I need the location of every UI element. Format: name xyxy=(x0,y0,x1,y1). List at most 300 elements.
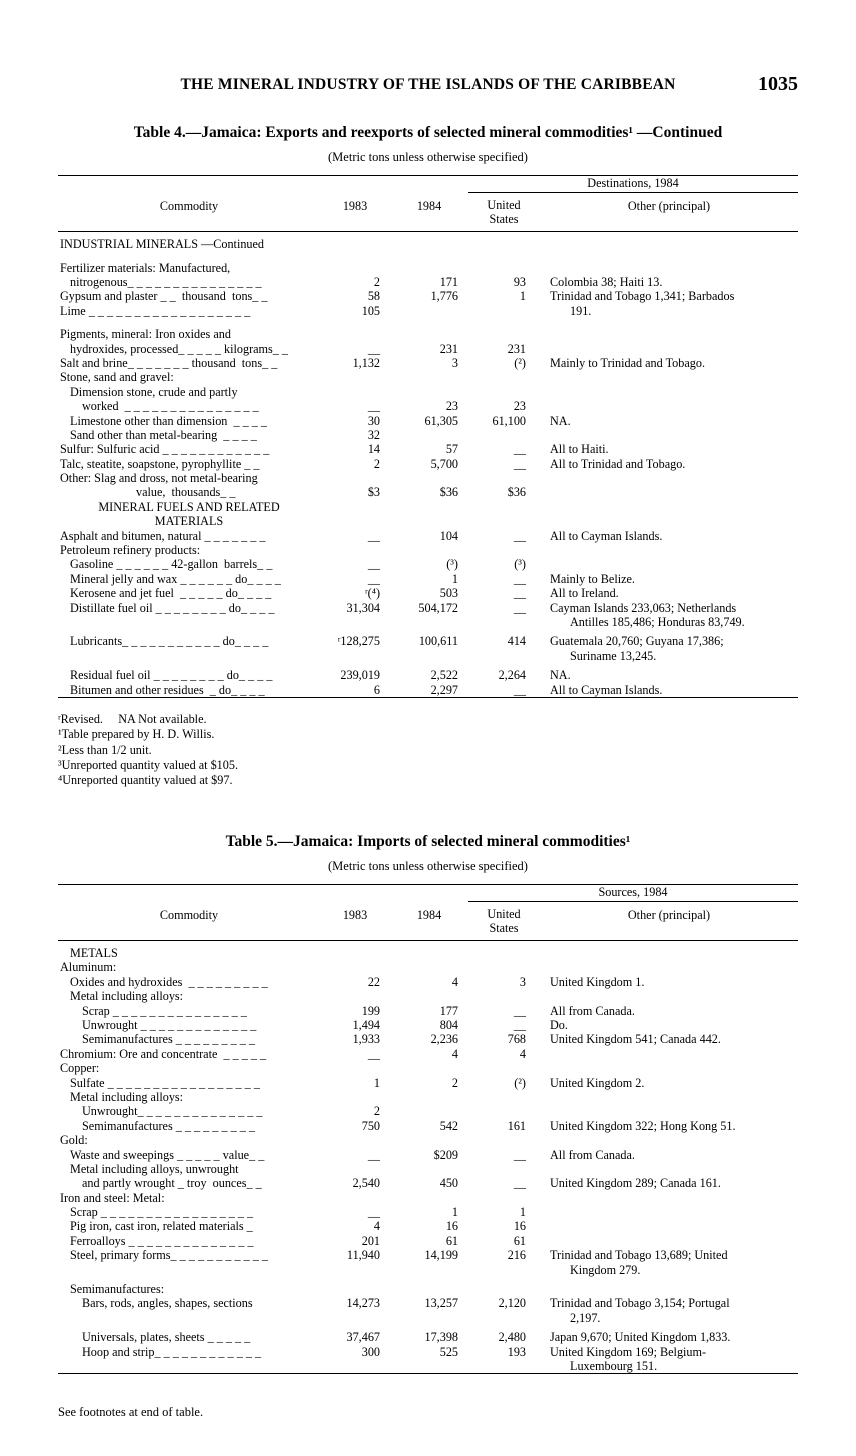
row-united-states xyxy=(468,471,540,485)
table-row xyxy=(58,1061,798,1075)
row-commodity: Bitumen and other residues _ do_ _ _ _ xyxy=(70,682,265,697)
table-row xyxy=(58,442,798,456)
row-commodity: Gasoline _ _ _ _ _ _ 42-gallon barrels_ _ xyxy=(70,557,273,572)
table-row xyxy=(58,289,798,303)
table-row xyxy=(58,683,798,698)
row-other-principal: Kingdom 279. xyxy=(570,1262,641,1277)
row-united-states xyxy=(468,428,540,442)
row-1983: 14 xyxy=(367,442,380,457)
row-other-principal: NA. xyxy=(550,413,571,428)
row-commodity: Bars, rods, angles, shapes, sections xyxy=(82,1296,253,1311)
row-other-principal: United Kingdom 541; Canada 442. xyxy=(550,1032,721,1047)
row-commodity: Waste and sweepings _ _ _ _ _ value_ _ xyxy=(70,1147,265,1162)
row-united-states: 161 xyxy=(507,1118,526,1133)
row-other-principal xyxy=(540,237,798,251)
row-1984 xyxy=(390,543,468,557)
table-row xyxy=(58,356,798,370)
row-commodity: value, thousands_ _ xyxy=(136,485,236,500)
row-1983: 4 xyxy=(373,1219,380,1234)
row-1984 xyxy=(390,1104,468,1118)
table-row xyxy=(58,1133,798,1147)
row-1983 xyxy=(320,1263,390,1277)
row-commodity: Fertilizer materials: Manufactured, xyxy=(60,260,231,275)
table-row xyxy=(58,252,798,275)
row-commodity: Scrap _ _ _ _ _ _ _ _ _ _ _ _ _ _ _ _ _ xyxy=(70,1205,254,1220)
row-1984: 23 xyxy=(445,399,458,414)
row-united-states xyxy=(468,1311,540,1325)
row-1984: 504,172 xyxy=(418,600,458,615)
row-commodity: Pigments, mineral: Iron oxides and xyxy=(60,327,231,342)
row-other-principal: Luxembourg 151. xyxy=(570,1359,658,1373)
row-united-states xyxy=(468,989,540,1003)
row-1983: 30 xyxy=(367,413,380,428)
row-1984: 503 xyxy=(439,586,458,601)
table-row xyxy=(58,1345,798,1359)
row-1984: 2,522 xyxy=(430,668,458,683)
running-head-title: THE MINERAL INDUSTRY OF THE ISLANDS OF THE CARIBBEAN xyxy=(180,76,676,93)
row-commodity: Lubricants_ _ _ _ _ _ _ _ _ _ _ do_ _ _ _ xyxy=(70,634,269,649)
row-united-states xyxy=(468,237,540,251)
row-1984 xyxy=(390,615,468,629)
row-1984: 231 xyxy=(439,341,458,356)
row-other-principal xyxy=(540,1061,798,1075)
row-commodity: Gypsum and plaster _ _ thousand tons_ _ xyxy=(60,289,268,304)
table-row xyxy=(58,1311,798,1325)
row-commodity: Semimanufactures _ _ _ _ _ _ _ _ _ xyxy=(82,1118,255,1133)
row-commodity: and partly wrought _ troy ounces_ _ xyxy=(82,1176,262,1191)
row-1983: 105 xyxy=(361,303,380,318)
row-1984: 16 xyxy=(445,1219,458,1234)
footnote-4: ³Unreported quantity valued at $105. xyxy=(58,758,238,773)
row-1983 xyxy=(320,252,390,275)
row-1983: 6 xyxy=(373,682,380,697)
row-1984: 2,297 xyxy=(430,682,458,697)
row-1983 xyxy=(320,989,390,1003)
row-united-states xyxy=(468,1061,540,1075)
row-1983: $3 xyxy=(367,485,380,500)
see-footnotes-note: See footnotes at end of table. xyxy=(58,1405,204,1420)
row-other-principal: Mainly to Belize. xyxy=(550,571,635,586)
row-1983: 750 xyxy=(361,1118,380,1133)
header-year-1984: 1984 xyxy=(416,199,442,214)
table-row xyxy=(58,663,798,682)
row-1984: 5,700 xyxy=(430,456,458,471)
table-row xyxy=(58,529,798,543)
table-row xyxy=(58,1296,798,1310)
table-row xyxy=(58,960,798,974)
row-commodity: Pig iron, cast iron, related materials _ xyxy=(70,1219,253,1234)
row-united-states xyxy=(468,1263,540,1277)
table-header-rule-row xyxy=(58,884,798,904)
header-year-1983: 1983 xyxy=(342,908,368,923)
table-row xyxy=(58,485,798,499)
row-1984: 177 xyxy=(439,1003,458,1018)
row-commodity: Talc, steatite, soapstone, pyrophyllite _ _ xyxy=(60,456,260,471)
row-1984: 13,257 xyxy=(424,1296,458,1311)
row-1983: __ xyxy=(367,528,380,543)
row-commodity: Iron and steel: Metal: xyxy=(60,1190,165,1205)
row-1983: 2 xyxy=(373,275,380,290)
row-1984 xyxy=(390,318,468,341)
row-1983 xyxy=(320,1162,390,1176)
table-row xyxy=(58,1090,798,1104)
row-united-states: __ xyxy=(513,1018,526,1033)
row-1983: 2 xyxy=(373,1104,380,1119)
row-1984 xyxy=(390,1162,468,1176)
row-united-states: 216 xyxy=(507,1248,526,1263)
row-commodity: Limestone other than dimension _ _ _ _ xyxy=(70,413,267,428)
page-number: 1035 xyxy=(758,73,798,95)
row-commodity: Hoop and strip_ _ _ _ _ _ _ _ _ _ _ _ xyxy=(82,1344,262,1359)
row-commodity: Metal including alloys: xyxy=(70,1089,184,1104)
row-1983: 1,132 xyxy=(352,355,380,370)
row-commodity: Sulfate _ _ _ _ _ _ _ _ _ _ _ _ _ _ _ _ _ xyxy=(70,1075,260,1090)
row-1984: 804 xyxy=(439,1018,458,1033)
row-1983 xyxy=(320,237,390,251)
table-bottom-rule xyxy=(58,697,798,703)
table-row xyxy=(58,1104,798,1118)
row-other-principal xyxy=(540,428,798,442)
row-united-states: (²) xyxy=(514,1075,526,1090)
row-commodity: Oxides and hydroxides _ _ _ _ _ _ _ _ _ xyxy=(70,974,268,989)
row-1984: 4 xyxy=(451,974,458,989)
row-other-principal xyxy=(540,543,798,557)
row-united-states: __ xyxy=(513,528,526,543)
row-1983: __ xyxy=(367,557,380,572)
row-1984: 61 xyxy=(445,1233,458,1248)
header-year-1983: 1983 xyxy=(342,199,368,214)
header-commodity: Commodity xyxy=(159,199,219,214)
row-united-states: 768 xyxy=(507,1032,526,1047)
row-commodity: Gold: xyxy=(60,1133,88,1148)
row-1983 xyxy=(320,543,390,557)
table-row xyxy=(58,1047,798,1061)
row-other-principal: All to Trinidad and Tobago. xyxy=(550,456,686,471)
table-row xyxy=(58,1076,798,1090)
header-year-1984: 1984 xyxy=(416,908,442,923)
row-1984: 171 xyxy=(439,275,458,290)
table-row xyxy=(58,557,798,571)
table-row xyxy=(58,649,798,663)
row-1984: 2,236 xyxy=(430,1032,458,1047)
row-other-principal xyxy=(540,399,798,413)
table-row xyxy=(58,342,798,356)
row-united-states xyxy=(468,1359,540,1374)
row-other-principal xyxy=(540,1133,798,1147)
row-1984: $36 xyxy=(439,485,458,500)
table-4-subtitle: (Metric tons unless otherwise specified) xyxy=(328,150,528,164)
row-1983: 239,019 xyxy=(340,668,380,683)
row-commodity xyxy=(58,1359,320,1374)
row-other-principal: United Kingdom 169; Belgium- xyxy=(550,1344,707,1359)
row-commodity: Steel, primary forms_ _ _ _ _ _ _ _ _ _ _ xyxy=(70,1248,269,1263)
row-1983: 37,467 xyxy=(346,1330,380,1345)
row-1984: 100,611 xyxy=(418,634,458,649)
row-1983 xyxy=(320,1061,390,1075)
row-other-principal xyxy=(540,1234,798,1248)
row-united-states: __ xyxy=(513,586,526,601)
row-1983 xyxy=(320,318,390,341)
table-row xyxy=(58,414,798,428)
table-row xyxy=(58,601,798,615)
table-row xyxy=(58,1219,798,1233)
footnote-5: ⁴Unreported quantity valued at $97. xyxy=(58,773,233,788)
table-row xyxy=(58,615,798,629)
row-1983: __ xyxy=(367,571,380,586)
row-united-states: (²) xyxy=(514,355,526,370)
row-united-states xyxy=(468,514,540,528)
row-1984: 450 xyxy=(439,1176,458,1191)
row-other-principal xyxy=(540,946,798,960)
row-1984: (³) xyxy=(446,557,458,572)
header-other-principal: Other (principal) xyxy=(627,908,711,923)
row-commodity: Ferroalloys _ _ _ _ _ _ _ _ _ _ _ _ _ _ xyxy=(70,1233,254,1248)
row-1984 xyxy=(390,1061,468,1075)
row-commodity: Unwrought_ _ _ _ _ _ _ _ _ _ _ _ _ _ xyxy=(82,1104,263,1119)
row-1984 xyxy=(390,428,468,442)
row-united-states xyxy=(468,304,540,318)
row-1984 xyxy=(390,1359,468,1374)
table-4-title: Table 4.—Jamaica: Exports and reexports of selected mineral commodities¹ —Continued xyxy=(133,124,723,141)
row-commodity: METALS xyxy=(70,946,118,961)
header-blank2 xyxy=(320,884,390,904)
row-other-principal xyxy=(540,370,798,384)
row-other-principal xyxy=(540,342,798,356)
table-4-block xyxy=(0,124,856,703)
row-commodity: Unwrought _ _ _ _ _ _ _ _ _ _ _ _ _ xyxy=(82,1018,257,1033)
row-united-states xyxy=(468,370,540,384)
table-row xyxy=(58,1277,798,1296)
running-head xyxy=(0,73,856,95)
row-1983: 14,273 xyxy=(346,1296,380,1311)
row-united-states: 61,100 xyxy=(492,413,526,428)
row-other-principal: 2,197. xyxy=(570,1310,601,1325)
row-other-principal xyxy=(540,1104,798,1118)
row-other-principal xyxy=(540,471,798,485)
row-1983: __ xyxy=(367,399,380,414)
row-1983 xyxy=(320,1133,390,1147)
row-other-principal: Trinidad and Tobago 1,341; Barbados xyxy=(550,289,735,304)
row-other-principal: All from Canada. xyxy=(550,1003,635,1018)
row-other-principal xyxy=(540,1277,798,1296)
row-other-principal xyxy=(540,318,798,341)
header-blank3 xyxy=(390,176,468,196)
row-other-principal: Antilles 185,486; Honduras 83,749. xyxy=(570,615,745,629)
row-other-principal: All from Canada. xyxy=(550,1147,635,1162)
row-1984 xyxy=(390,385,468,399)
row-other-principal: All to Cayman Islands. xyxy=(550,528,663,543)
row-united-states: 4 xyxy=(519,1046,526,1061)
table-header-row xyxy=(58,195,798,231)
table-row xyxy=(58,514,798,528)
row-1984 xyxy=(390,252,468,275)
row-1983: __ xyxy=(367,1147,380,1162)
footnote-3: ²Less than 1/2 unit. xyxy=(58,742,152,757)
header-other-principal: Other (principal) xyxy=(627,199,711,214)
header-commodity: Commodity xyxy=(159,908,219,923)
row-1984: $209 xyxy=(433,1147,458,1162)
row-united-states: __ xyxy=(513,456,526,471)
table-row xyxy=(58,946,798,960)
row-1983 xyxy=(320,946,390,960)
row-other-principal: All to Haiti. xyxy=(550,442,609,457)
row-other-principal: Trinidad and Tobago 13,689; United xyxy=(550,1248,728,1263)
row-united-states: 3 xyxy=(519,974,526,989)
table-row xyxy=(58,1205,798,1219)
row-1984: 2 xyxy=(451,1075,458,1090)
row-commodity: Lime _ _ _ _ _ _ _ _ _ _ _ _ _ _ _ _ _ _ xyxy=(60,303,251,318)
row-1983: 199 xyxy=(361,1003,380,1018)
row-other-principal xyxy=(540,1205,798,1219)
row-1983: 1 xyxy=(373,1075,380,1090)
row-other-principal: All to Cayman Islands. xyxy=(550,682,663,697)
table-row xyxy=(58,500,798,514)
row-1984 xyxy=(390,237,468,251)
row-1983 xyxy=(320,370,390,384)
row-1983: 31,304 xyxy=(346,600,380,615)
row-commodity: Universals, plates, sheets _ _ _ _ _ xyxy=(82,1330,251,1345)
row-other-principal: Japan 9,670; United Kingdom 1,833. xyxy=(550,1330,731,1345)
row-commodity: Asphalt and bitumen, natural _ _ _ _ _ _ _ xyxy=(60,528,266,543)
row-other-principal: Do. xyxy=(550,1018,568,1033)
row-united-states: 93 xyxy=(513,275,526,290)
row-united-states: 61 xyxy=(513,1233,526,1248)
row-1983: __ xyxy=(367,341,380,356)
row-commodity: Sulfur: Sulfuric acid _ _ _ _ _ _ _ _ _ _ _ _ xyxy=(60,442,270,457)
row-commodity: nitrogenous_ _ _ _ _ _ _ _ _ _ _ _ _ _ _ xyxy=(70,275,262,290)
table-row xyxy=(58,629,798,648)
row-united-states xyxy=(468,946,540,960)
header-blank2 xyxy=(320,176,390,196)
header-group-label: Sources, 1984 xyxy=(468,884,798,904)
row-commodity: worked _ _ _ _ _ _ _ _ _ _ _ _ _ _ _ xyxy=(82,399,259,414)
row-1984 xyxy=(390,1133,468,1147)
header-blank xyxy=(58,176,320,196)
row-1983: 1,494 xyxy=(352,1018,380,1033)
table-row xyxy=(58,1119,798,1133)
row-commodity: MATERIALS xyxy=(154,514,224,529)
row-1984: 14,199 xyxy=(424,1248,458,1263)
row-united-states: 231 xyxy=(507,341,526,356)
row-united-states: $36 xyxy=(507,485,526,500)
table-row xyxy=(58,304,798,318)
row-1983 xyxy=(320,500,390,514)
row-1983 xyxy=(320,1090,390,1104)
row-1984 xyxy=(390,1191,468,1205)
table-row xyxy=(58,318,798,341)
row-other-principal: Guatemala 20,760; Guyana 17,386; xyxy=(550,634,724,649)
row-other-principal xyxy=(540,1090,798,1104)
row-commodity: Metal including alloys, unwrought xyxy=(70,1161,239,1176)
table-row xyxy=(58,975,798,989)
row-1984: 542 xyxy=(439,1118,458,1133)
row-commodity: Copper: xyxy=(60,1061,100,1076)
row-united-states: (³) xyxy=(514,557,526,572)
row-1983 xyxy=(320,1277,390,1296)
row-1983: ʳ(⁴) xyxy=(364,586,380,601)
table-row xyxy=(58,989,798,1003)
row-commodity: Semimanufactures: xyxy=(70,1282,165,1297)
row-other-principal xyxy=(540,1219,798,1233)
row-other-principal xyxy=(540,500,798,514)
row-commodity: Stone, sand and gravel: xyxy=(60,370,174,385)
table-row xyxy=(58,385,798,399)
table-row xyxy=(58,1263,798,1277)
row-other-principal xyxy=(540,557,798,571)
row-1984 xyxy=(390,960,468,974)
row-1983 xyxy=(320,1359,390,1374)
row-united-states xyxy=(468,318,540,341)
row-other-principal: Cayman Islands 233,063; Netherlands xyxy=(550,600,737,615)
row-1983 xyxy=(320,514,390,528)
row-1984 xyxy=(390,1311,468,1325)
row-united-states xyxy=(468,1277,540,1296)
footnote-2: ¹Table prepared by H. D. Willis. xyxy=(58,727,215,742)
row-united-states: 16 xyxy=(513,1219,526,1234)
row-united-states: 23 xyxy=(513,399,526,414)
row-united-states xyxy=(468,500,540,514)
row-commodity: Kerosene and jet fuel _ _ _ _ _ do_ _ _ _ xyxy=(70,586,272,601)
row-commodity: Sand other than metal-bearing _ _ _ _ xyxy=(70,427,257,442)
row-commodity xyxy=(58,615,320,629)
row-united-states xyxy=(468,1162,540,1176)
row-commodity: Other: Slag and dross, not metal-bearing xyxy=(60,471,258,486)
row-united-states: __ xyxy=(513,600,526,615)
row-other-principal: United Kingdom 289; Canada 161. xyxy=(550,1176,721,1191)
table-header-row xyxy=(58,904,798,940)
row-1984 xyxy=(390,649,468,663)
header-united-states: United States xyxy=(487,198,521,226)
table-row xyxy=(58,275,798,289)
row-commodity: MINERAL FUELS AND RELATED xyxy=(98,499,280,514)
row-united-states xyxy=(468,960,540,974)
header-group-label: Destinations, 1984 xyxy=(468,176,798,196)
row-1983: __ xyxy=(367,1205,380,1220)
row-united-states: 2,480 xyxy=(498,1330,526,1345)
row-commodity: Dimension stone, crude and partly xyxy=(70,384,238,399)
header-blank3 xyxy=(390,884,468,904)
row-1984: 104 xyxy=(439,528,458,543)
row-united-states: __ xyxy=(513,442,526,457)
row-other-principal xyxy=(540,1162,798,1176)
row-1983: 300 xyxy=(361,1344,380,1359)
table-row xyxy=(58,1248,798,1262)
row-1983 xyxy=(320,1311,390,1325)
row-1983 xyxy=(320,385,390,399)
row-other-principal: United Kingdom 322; Hong Kong 51. xyxy=(550,1118,736,1133)
row-commodity: Salt and brine_ _ _ _ _ _ _ thousand tons_ _ xyxy=(60,355,278,370)
table-row xyxy=(58,572,798,586)
table-row xyxy=(58,428,798,442)
row-commodity xyxy=(58,649,320,663)
row-1983: 11,940 xyxy=(346,1248,380,1263)
row-1984: 17,398 xyxy=(424,1330,458,1345)
row-other-principal: NA. xyxy=(550,668,571,683)
row-united-states xyxy=(468,252,540,275)
table-row xyxy=(58,471,798,485)
header-blank xyxy=(58,884,320,904)
row-1984 xyxy=(390,471,468,485)
row-united-states xyxy=(468,1090,540,1104)
row-other-principal xyxy=(540,960,798,974)
table-row xyxy=(58,1359,798,1374)
row-1984 xyxy=(390,1277,468,1296)
row-1983: 2 xyxy=(373,456,380,471)
row-united-states: __ xyxy=(513,1176,526,1191)
table-row xyxy=(58,543,798,557)
row-united-states: 1 xyxy=(519,289,526,304)
row-other-principal xyxy=(540,485,798,499)
